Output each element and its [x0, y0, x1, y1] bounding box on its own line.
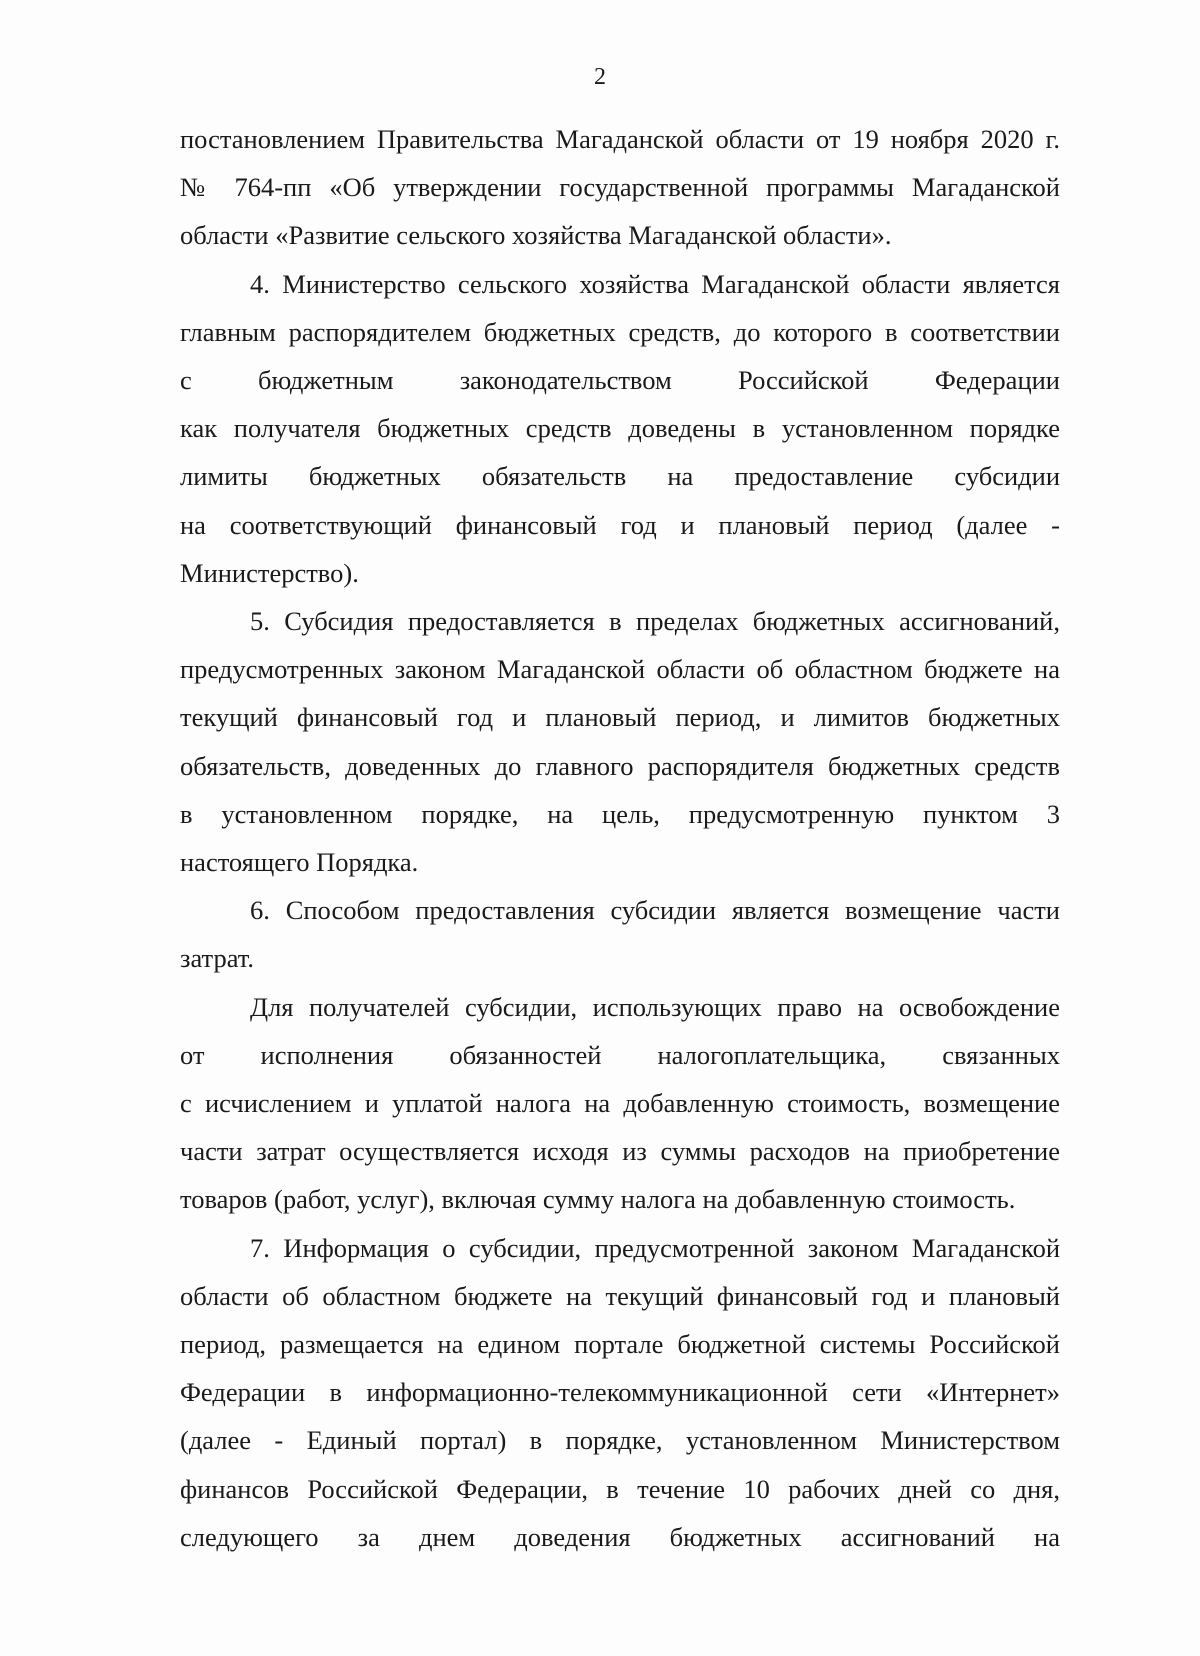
- page-number: 2: [594, 64, 606, 90]
- text-line: с исчислением и уплатой налога на добавленную стоимость, возмещение: [180, 1088, 1060, 1119]
- text-line: затрат.: [180, 943, 254, 974]
- text-line: от исполнения обязанностей налогоплательщика, связанных: [180, 1039, 1060, 1070]
- text-line: как получателя бюджетных средств доведены в установленном порядке: [180, 413, 1060, 444]
- text-line: постановлением Правительства Магаданской области от 19 ноября 2020 г.: [180, 124, 1060, 154]
- text-line: лимиты бюджетных обязательств на предоставление субсидии: [180, 461, 1060, 492]
- text-line: 5. Субсидия предоставляется в пределах бюджетных ассигнований,: [250, 606, 1060, 637]
- paragraph-p-4: [180, 260, 1060, 597]
- text-line: финансов Российской Федерации, в течение 10 рабочих дней со дня,: [180, 1473, 1060, 1504]
- text-line: 7. Информация о субсидии, предусмотренной законом Магаданской: [250, 1232, 1060, 1263]
- paragraph-p-6: [180, 886, 1060, 982]
- text-line: Для получателей субсидии, использующих право на освобождение: [250, 991, 1060, 1022]
- text-line: настоящего Порядка.: [180, 847, 419, 878]
- text-line: на соответствующий финансовый год и плановый период (далее -: [180, 509, 1060, 540]
- text-line: главным распорядителем бюджетных средств, до которого в соответствии: [180, 316, 1060, 347]
- text-line: (далее - Единый портал) в порядке, установленном Министерством: [180, 1425, 1060, 1456]
- text-line: 6. Способом предоставления субсидии является возмещение части: [250, 895, 1060, 926]
- document-body: [180, 115, 1060, 1561]
- text-line: следующего за днем доведения бюджетных ассигнований на: [180, 1521, 1060, 1552]
- text-line: текущий финансовый год и плановый период, и лимитов бюджетных: [180, 702, 1060, 733]
- text-line: № 764-пп «Об утверждении государственной программы Магаданской: [180, 172, 1060, 203]
- text-line: в установленном порядке, на цель, предусмотренную пунктом 3: [180, 798, 1060, 829]
- paragraph-p-6b: [180, 983, 1060, 1224]
- paragraph-p-7: [180, 1224, 1060, 1561]
- text-line: товаров (работ, услуг), включая сумму налога на добавленную стоимость.: [180, 1184, 1016, 1215]
- text-line: 4. Министерство сельского хозяйства Магаданской области является: [250, 268, 1060, 299]
- paragraph-p-cont: [180, 115, 1060, 260]
- text-line: период, размещается на едином портале бюджетной системы Российской: [180, 1329, 1060, 1360]
- text-line: части затрат осуществляется исходя из суммы расходов на приобретение: [180, 1136, 1060, 1167]
- paragraph-p-5: [180, 597, 1060, 886]
- text-line: обязательств, доведенных до главного распорядителя бюджетных средств: [180, 750, 1060, 781]
- text-line: с бюджетным законодательством Российской Федерации: [180, 365, 1060, 396]
- text-line: Федерации в информационно-телекоммуникационной сети «Интернет»: [180, 1377, 1060, 1408]
- text-line: области об областном бюджете на текущий финансовый год и плановый: [180, 1280, 1060, 1311]
- text-line: области «Развитие сельского хозяйства Магаданской области».: [180, 220, 892, 251]
- text-line: предусмотренных законом Магаданской области об областном бюджете на: [180, 654, 1060, 685]
- text-line: Министерство).: [180, 557, 359, 588]
